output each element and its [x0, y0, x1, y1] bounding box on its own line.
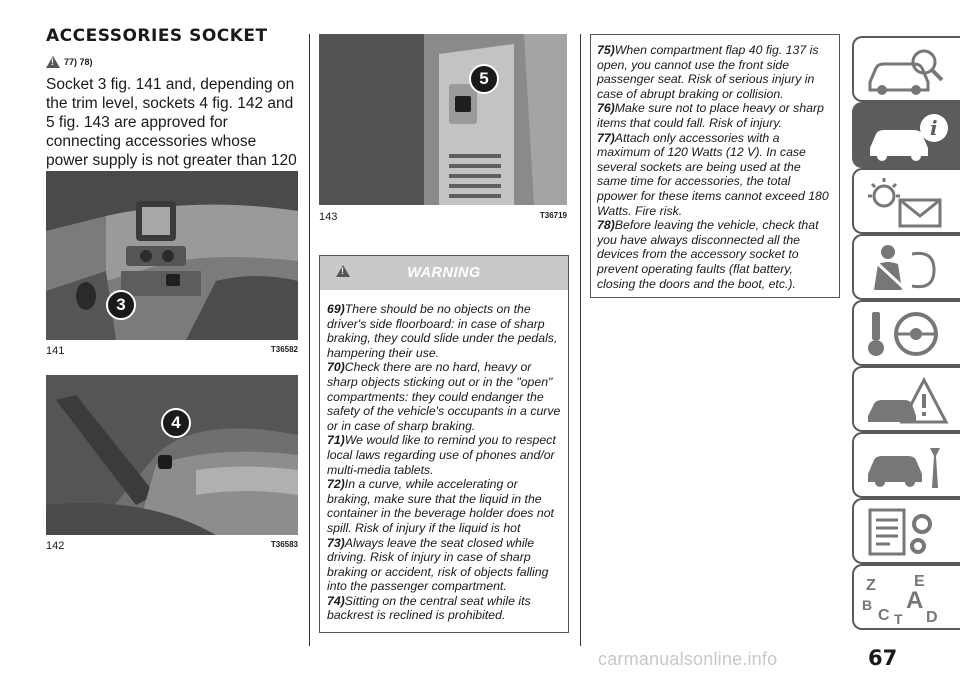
watermark: carmanualsonline.info: [598, 649, 778, 669]
index-letter: Z: [866, 577, 876, 594]
seat-photo-illustration: [46, 375, 298, 535]
warning-heading: WARNING: [407, 265, 481, 281]
warning-note: [327, 594, 562, 623]
note-text: Before leaving the vehicle, check that you have always disconnected all the devices from the accessory socket to prevent operating faults (flat battery, closing the doors and the boot, etc.).: [597, 218, 819, 291]
caution-note: [597, 131, 834, 219]
car-breakdown-icon: [860, 372, 950, 428]
note-number: 73): [327, 535, 345, 550]
warning-triangle-icon: [336, 265, 350, 277]
tab-emergency[interactable]: [852, 366, 960, 432]
section-refs-text: 77) 78): [64, 57, 93, 67]
figure-142-photo: [46, 375, 298, 535]
caution-notes: [591, 35, 839, 291]
body-paragraph: Socket 3 fig. 141 and, depending on the trim level, sockets 4 fig. 142 and 5 fig. 143 are approved for connecting accessories whose power supply is not greater than 120: [46, 76, 297, 169]
index-letter: B: [862, 597, 873, 613]
column-divider-1: [309, 34, 310, 646]
figure-143-code: T36719: [539, 211, 567, 220]
figure-143-caption: [319, 211, 567, 223]
tab-car-search[interactable]: [852, 36, 960, 102]
note-number: 77): [597, 130, 615, 145]
tab-index[interactable]: [852, 564, 960, 630]
note-text: Make sure not to place heavy or sharp items that could fall. Risk of injury.: [597, 101, 824, 130]
warning-light-message-icon: [860, 174, 950, 230]
figure-143-photo: [319, 34, 567, 205]
warning-header: [320, 256, 568, 290]
index-letter: A: [906, 587, 924, 614]
figure-142-callout: 4: [161, 408, 191, 438]
caution-box: [590, 34, 840, 298]
note-text: We would like to remind you to respect local laws regarding use of phones and/or multi-media tablets.: [327, 433, 556, 477]
note-number: 78): [597, 218, 615, 233]
figure-141-number: 141: [46, 345, 65, 357]
note-number: 75): [597, 43, 615, 57]
note-number: 74): [327, 593, 345, 608]
index-letter: C: [878, 607, 890, 624]
tab-servicing[interactable]: [852, 432, 960, 498]
car-search-icon: [860, 42, 950, 98]
figure-141-photo: [46, 171, 298, 340]
note-text: When compartment flap 40 fig. 137 is open, you cannot use the front side passenger seat. Risk of serious injury in case of abrupt braking or collision.: [597, 43, 819, 101]
figure-143-callout: 5: [469, 64, 499, 94]
note-text: In a curve, while accelerating or braking, make sure that the liquid in the container in the beverage holder does not spill. Risk of injury if the liquid is hot: [327, 477, 554, 535]
warning-note: [327, 536, 562, 594]
figure-142-code: T36583: [270, 540, 298, 549]
figure-143-number: 143: [319, 211, 338, 223]
note-number: 76): [597, 101, 615, 116]
tab-starting-driving[interactable]: [852, 300, 960, 366]
note-text: There should be no objects on the driver's side floorboard: in case of sharp braking, they could slide under the pedals, hampering their use.: [327, 302, 558, 360]
caution-note: [597, 43, 834, 101]
section-references: [46, 56, 93, 68]
warning-note: [327, 433, 562, 477]
seatbelt-airbag-icon: [860, 240, 950, 296]
index-letter: D: [926, 609, 938, 626]
figure-142-number: 142: [46, 540, 65, 552]
figure-141-callout: 3: [106, 290, 136, 320]
key-steering-wheel-icon: [860, 306, 950, 362]
index-letter: T: [894, 611, 903, 626]
caution-note: [597, 101, 834, 130]
tab-warning-lights[interactable]: [852, 168, 960, 234]
warning-note: [327, 360, 562, 433]
warning-box: [319, 255, 569, 633]
note-number: 72): [327, 477, 345, 492]
tab-car-info[interactable]: [852, 102, 960, 168]
column-divider-2: [580, 34, 581, 646]
warning-note: [327, 477, 562, 535]
figure-142-caption: [46, 540, 298, 552]
note-number: 69): [327, 302, 345, 316]
figure-141-code: T36582: [270, 345, 298, 354]
car-info-icon: [860, 108, 950, 164]
caution-note: [597, 218, 834, 291]
note-text: Check there are no hard, heavy or sharp objects sticking out or in the "open" compartments: they could endanger the safety of the vehicle's occupants in a curve or in case of sharp braking.: [327, 360, 561, 433]
note-number: 70): [327, 360, 345, 375]
door-pillar-photo-illustration: [319, 34, 567, 205]
alphabet-index-icon: [860, 570, 950, 626]
note-number: 71): [327, 433, 345, 448]
specifications-gear-icon: [860, 504, 950, 560]
note-text: Sitting on the central seat while its backrest is reclined is prohibited.: [327, 593, 531, 623]
note-text: Always leave the seat closed while driving. Risk of injury in case of sharp braking or accident, risk of objects falling into the passenger compartment.: [327, 535, 549, 594]
note-text: Attach only accessories with a maximum of 120 Watts (12 V). In case several sockets are being used at the same time for accessories, the total ppower for these items cannot exceed 180 Watts. Fire risk.: [597, 130, 829, 218]
warning-note: [327, 302, 562, 360]
index-letter: E: [914, 573, 925, 590]
figure-141-caption: [46, 345, 298, 357]
tab-safety[interactable]: [852, 234, 960, 300]
warning-notes: [320, 290, 568, 623]
info-mark: i: [930, 116, 938, 140]
car-maintenance-icon: [860, 438, 950, 494]
tab-specifications[interactable]: [852, 498, 960, 564]
caution-triangle-icon: [46, 56, 60, 68]
page-number: 67: [868, 646, 898, 670]
section-title: ACCESSORIES SOCKET: [46, 26, 268, 46]
dashboard-photo-illustration: [46, 171, 298, 340]
